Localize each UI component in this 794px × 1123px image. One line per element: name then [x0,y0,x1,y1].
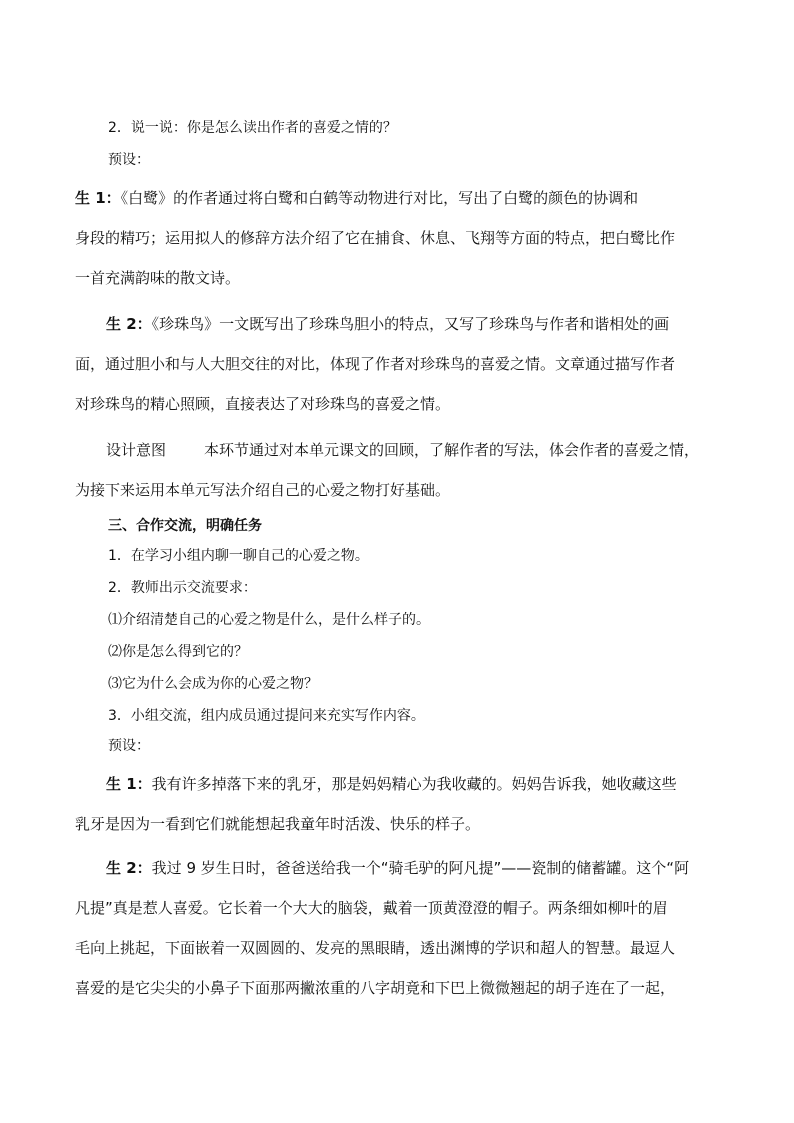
student-1-answer-line-1 [75,188,638,208]
design-intent-line-2: 为接下来运用本单元写法介绍自己的心爱之物打好基础。 [75,481,451,499]
example-text: 我过 9 岁生日时，爸爸送给我一个“骑毛驴的阿凡提”——瓷制的储蓄罐。这个“阿 [151,859,690,877]
preset-label-2: 预设： [108,738,150,754]
preset-label: 预设： [108,152,150,168]
student-1-answer-line-2: 身段的精巧；运用拟人的修辞方法介绍了它在捕食、休息、飞翔等方面的特点，把白鹭比作 [75,229,676,247]
design-intent-label: 设计意图 [106,441,167,459]
item-3: 3．小组交流，组内成员通过提问来充实写作内容。 [108,708,425,724]
student-2-answer-line-1 [106,314,669,334]
student-1-answer-line-3: 一首充满韵味的散文诗。 [75,269,241,287]
design-intent-line-1 [106,440,699,460]
student-2-answer-line-2: 面，通过胆小和与人大胆交往的对比，体现了作者对珍珠鸟的喜爱之情。文章通过描写作者 [75,355,676,373]
example-2-line-1 [106,858,689,878]
sub-item-1: ⑴介绍清楚自己的心爱之物是什么，是什么样子的。 [108,612,430,628]
design-intent-text: 本环节通过对本单元课文的回顾，了解作者的写法，体会作者的喜爱之情， [204,441,700,459]
answer-text: 《白鹭》的作者通过将白鹭和白鹤等动物进行对比，写出了白鹭的颜色的协调和 [120,189,639,207]
section-3-heading: 三、合作交流，明确任务 [108,518,262,534]
sub-item-3: ⑶它为什么会成为你的心爱之物？ [108,676,318,692]
example-2-line-2: 凡提”真是惹人喜爱。它长着一个大大的脑袋，戴着一顶黄澄澄的帽子。两条细如柳叶的眉 [75,899,668,917]
example-2-line-4: 喜爱的是它尖尖的小鼻子下面那两撇浓重的八字胡竟和下巴上微微翘起的胡子连在了一起， [75,979,676,997]
student-2-label: 生 2： [106,315,152,333]
sub-item-2: ⑵你是怎么得到它的？ [108,644,248,660]
student-2-answer-line-3: 对珍珠鸟的精心照顾，直接表达了对珍珠鸟的喜爱之情。 [75,395,451,413]
answer-text: 《珍珠鸟》一文既写出了珍珠鸟胆小的特点，又写了珍珠鸟与作者和谐相处的画 [151,315,670,333]
item-2: 2．教师出示交流要求： [108,580,257,596]
example-text: 我有许多掉落下来的乳牙，那是妈妈精心为我收藏的。妈妈告诉我，她收藏这些 [151,775,677,793]
example-2-line-3: 毛向上挑起，下面嵌着一双圆圆的、发亮的黑眼睛，透出渊博的学识和超人的智慧。最逗人 [75,939,676,957]
example-2-label: 生 2： [106,859,152,877]
item-1: 1．在学习小组内聊一聊自己的心爱之物。 [108,548,369,564]
example-1-line-2: 乳牙是因为一看到它们就能想起我童年时活泼、快乐的样子。 [75,815,481,833]
example-1-label: 生 1： [106,775,152,793]
question-2: 2．说一说：你是怎么读出作者的喜爱之情的？ [108,120,397,136]
example-1-line-1 [106,774,677,794]
student-1-label: 生 1： [75,189,121,207]
